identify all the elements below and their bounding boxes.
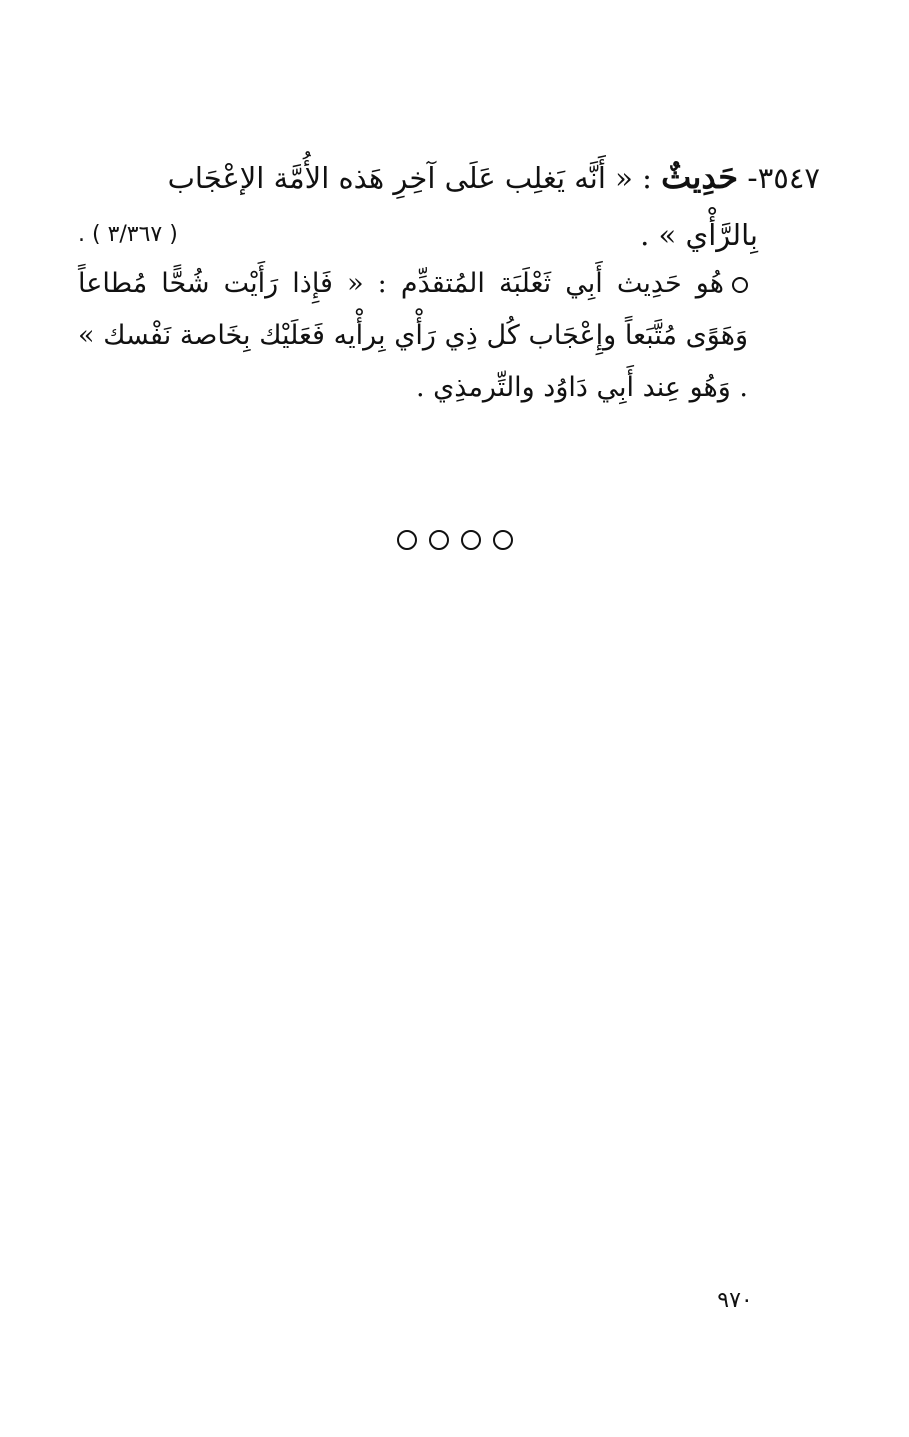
entry-keyword: حَدِيثٌ — [661, 158, 738, 196]
page-number: ٩٧٠ — [717, 1288, 753, 1313]
separator-ring-icon — [397, 530, 417, 550]
circle-bullet-icon — [732, 277, 748, 293]
entry-reference-line — [78, 208, 758, 262]
separator-ring-icon — [429, 530, 449, 550]
separator-ring-icon — [461, 530, 481, 550]
commentary-line-2: وإِعْجَاب كُل ذِي رَأْي بِرأْيه فَعَلَيْك بِخَاصة نَفْسك » . وَهُو عِند أَبِي — [78, 320, 748, 403]
entry-text: : « أَنَّه يَغلِب عَلَى آخِرِ هَذه الأُمَّة الإعْجَاب — [167, 161, 652, 195]
section-separator — [0, 530, 909, 550]
commentary-paragraph — [78, 258, 748, 414]
entry-text-continuation: بِالرَّأْي » . — [640, 218, 758, 252]
separator-ring-icon — [493, 530, 513, 550]
hadith-entry — [78, 150, 820, 205]
commentary-line-3: دَاوُد والتِّرمذِي . — [415, 372, 588, 403]
entry-reference: ( ٣/٣٦٧ ) . — [78, 222, 178, 247]
entry-number: ٣٥٤٧- — [747, 161, 820, 195]
commentary-line-1: هُو حَدِيث أَبِي ثَعْلَبَة المُتقدِّم : « فَإِذا رَأَيْت شُحًّا مُطاعاً وَهَوًى مُتَّبَعاً — [78, 268, 748, 351]
